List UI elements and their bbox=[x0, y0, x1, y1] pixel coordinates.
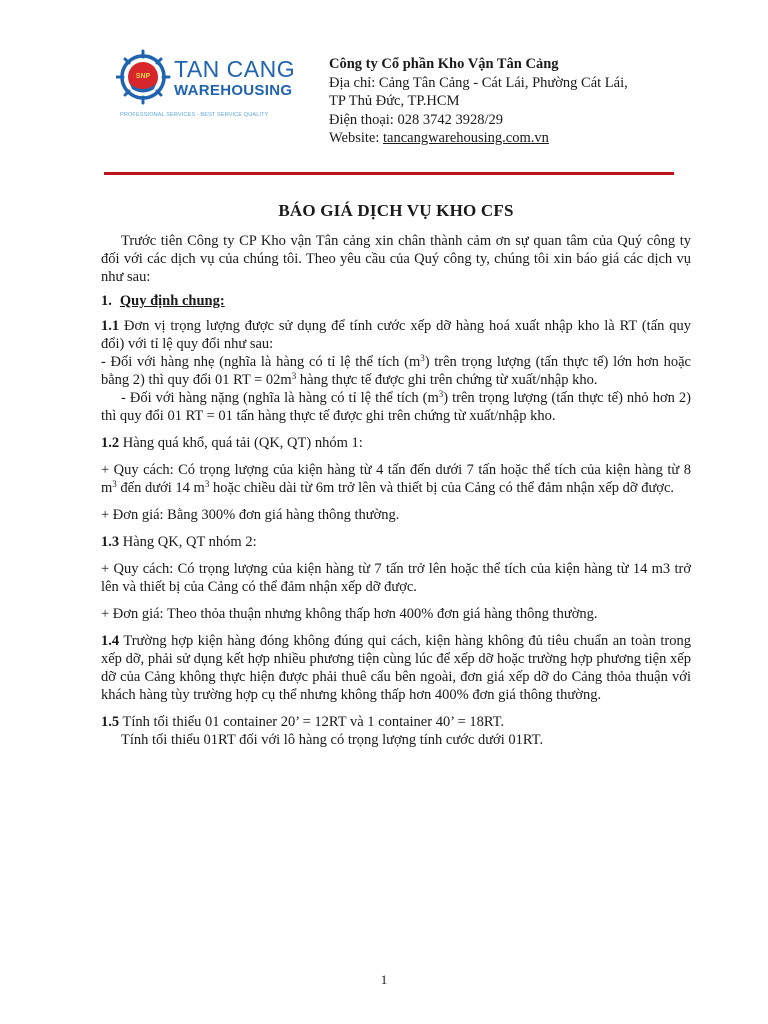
header-divider bbox=[104, 172, 674, 175]
svg-text:PROFESSIONAL SERVICES - BEST S bbox=[120, 112, 269, 118]
logo-tagline: PROFESSIONAL SERVICES - BEST SERVICE QUALITY bbox=[120, 112, 269, 118]
brand-line1: TAN CANG bbox=[174, 56, 296, 82]
item-1-1 bbox=[101, 317, 691, 353]
item-1-1-text: Đơn vị trọng lượng được sử dụng để tính cước xếp dỡ hàng hoá xuất nhập kho là RT (tấn quy đổi) với tỉ lệ quy đổi như sau: bbox=[101, 318, 691, 352]
item-1-2-spec: + Quy cách: Có trọng lượng của kiện hàng từ 4 tấn đến dưới 7 tấn hoặc thể tích của kiện hàng từ 8 $m^3$ đến dưới 14 $m^3$ hoặc chiều dài từ 6m trở lên và thiết bị của Cảng có thể đảm nhận xếp dỡ được. bbox=[101, 462, 691, 496]
company-address-line1: Địa chỉ: Cảng Tân Cảng - Cát Lái, Phường Cát Lái, bbox=[329, 74, 628, 91]
item-1-2-price: + Đơn giá: Bằng 300% đơn giá hàng thông thường. bbox=[101, 507, 400, 523]
item-1-5-number: 1.5 bbox=[101, 714, 120, 730]
item-1-4-text: Trường hợp kiện hàng đóng không đúng qui cách, kiện hàng không đủ tiêu chuẩn an toàn trong xếp dỡ, phải sử dụng kết hợp nhiều phương tiện cùng lúc để xếp dỡ hoặc trường hợp phương tiện xếp dỡ của Cảng không thực hiện được phải thuê cẩu bên ngoài, đơn giá xếp dỡ do Cảng thỏa thuận với khách hàng tùy trường hợp cụ thể nhưng không thấp hơn 400% đơn giá thông thường. bbox=[101, 633, 691, 703]
tan-cang-logo-icon bbox=[116, 48, 314, 122]
item-1-1-light-goods: - Đối với hàng nhẹ (nghĩa là hàng có tỉ lệ thể tích $(m^3)$ trên trọng lượng (tấn thực tế) lớn hơn hoặc bằng 2) thì quy đổi 01 RT = $02m^3$ hàng thực tế được ghi trên chứng từ xuất/nhập kho. bbox=[101, 353, 691, 388]
item-1-2-text: Hàng quá khổ, quá tải (QK, QT) nhóm 1: bbox=[119, 435, 363, 451]
company-phone: Điện thoại: 028 3742 3928/29 bbox=[329, 111, 503, 128]
intro-paragraph: Trước tiên Công ty CP Kho vận Tân cảng xin chân thành cảm ơn sự quan tâm của Quý công ty đối với các dịch vụ của chúng tôi. Theo yêu cầu của Quý công ty, chúng tôi xin báo giá các dịch vụ như sau: bbox=[101, 233, 691, 285]
svg-text:TAN CANG bbox=[174, 56, 295, 82]
item-1-1-number: 1.1 bbox=[101, 318, 120, 334]
company-info bbox=[329, 55, 628, 148]
item-1-3-spec: + Quy cách: Có trọng lượng của kiện hàng từ 7 tấn trở lên hoặc thể tích của kiện hàng từ 14 m3 trở lên và thiết bị của Cảng có thể đảm nhận xếp dỡ được. bbox=[101, 561, 691, 595]
page-number: 1 bbox=[380, 972, 388, 987]
svg-text:WAREHOUSING bbox=[174, 82, 292, 99]
website-link[interactable]: tancangwarehousing.com.vn bbox=[383, 130, 549, 146]
company-name: Công ty Cổ phần Kho Vận Tân Cảng bbox=[329, 56, 559, 72]
document-body bbox=[101, 202, 691, 749]
item-1-3-price: + Đơn giá: Theo thỏa thuận nhưng không thấp hơn 400% đơn giá hàng thông thường. bbox=[101, 606, 598, 622]
item-1-3 bbox=[101, 533, 691, 551]
section-1-title: Quy định chung: bbox=[119, 293, 225, 309]
section-1-number: 1. bbox=[101, 293, 112, 309]
item-1-3-number: 1.3 bbox=[101, 534, 120, 550]
item-1-1-heavy-goods: - Đối với hàng nặng (nghĩa là hàng có tỉ lệ thể tích $(m^3)$ trên trọng lượng (tấn thực tế) nhỏ hơn 2) thì quy đổi 01 RT = 01 tấn hàng thực tế được ghi trên chứng từ xuất/nhập kho. bbox=[101, 389, 691, 424]
company-address-line2: TP Thủ Đức, TP.HCM bbox=[329, 93, 460, 109]
item-1-5-note: Tính tối thiểu 01RT đối với lô hàng có trọng lượng tính cước dưới 01RT. bbox=[121, 732, 544, 748]
brand-line2: WAREHOUSING bbox=[174, 82, 293, 99]
item-1-5 bbox=[101, 713, 691, 731]
item-1-2-number: 1.2 bbox=[101, 435, 120, 451]
section-1-heading bbox=[101, 292, 691, 310]
svg-text:SNP: SNP bbox=[135, 73, 151, 80]
item-1-4 bbox=[101, 632, 691, 704]
company-website bbox=[329, 129, 628, 148]
document-title: BÁO GIÁ DỊCH VỤ KHO CFS bbox=[278, 201, 514, 220]
item-1-4-number: 1.4 bbox=[101, 633, 120, 649]
website-label: Website: bbox=[329, 130, 383, 146]
item-1-2 bbox=[101, 434, 691, 452]
item-1-5-text: Tính tối thiểu 01 container 20’ = 12RT và 1 container 40’ = 18RT. bbox=[119, 714, 505, 730]
item-1-3-text: Hàng QK, QT nhóm 2: bbox=[119, 534, 257, 550]
company-logo bbox=[116, 48, 314, 122]
